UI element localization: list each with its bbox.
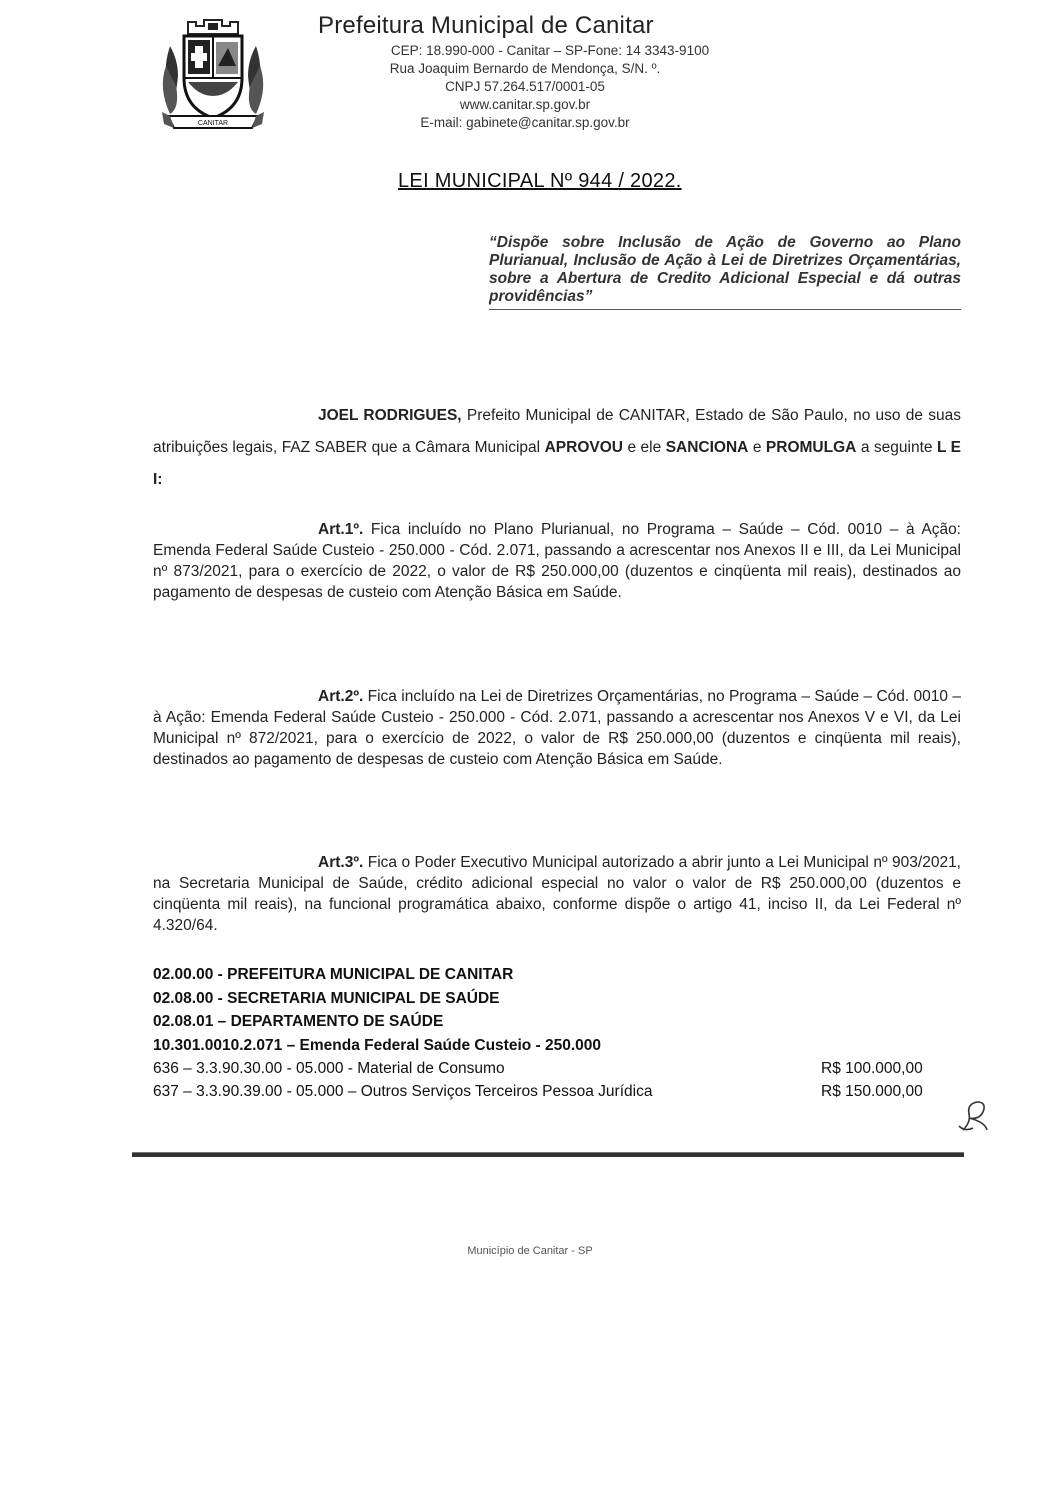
preamble-text: e ele [622,439,666,456]
coat-of-arms-icon [158,16,268,136]
article-text: Fica o Poder Executivo Municipal autorizado a abrir junto a Lei Municipal nº 903/2021, na Secretaria Municipal de Saúde, crédito adicional especial no valor o valor de R$ 250.000,00 (duzentos e cinqüenta mil reais), na funcional programática abaixo, conforme dispõe o artigo 41, inciso II, da Lei Federal nº 4.320/64. [153,854,961,934]
preamble-text: e [748,439,766,456]
page-footer: Município de Canitar - SP [467,1245,593,1257]
article-1 [153,519,961,603]
budget-allocation [153,966,961,1106]
header-address-phone: CEP: 18.990-000 - Canitar – SP-Fone: 14 3343-9100 [390,43,710,58]
article-label: Art.1º. [318,521,364,538]
budget-item [153,1083,961,1106]
promulgates-word: PROMULGA [765,439,857,456]
budget-item-amount: R$ 150.000,00 [821,1083,923,1100]
article-label: Art.3º. [318,854,364,871]
header-street: Rua Joaquim Bernardo de Mendonça, S/N. º. [389,61,661,76]
mayor-name: JOEL RODRIGUES, [318,407,462,424]
preamble-paragraph [153,400,961,496]
law-title: LEI MUNICIPAL Nº 944 / 2022. [398,170,682,192]
header-cnpj: CNPJ 57.264.517/0001-05 [445,79,605,94]
header-email: E-mail: gabinete@canitar.sp.gov.br [420,115,630,130]
article-label: Art.2º. [318,688,364,705]
approved-word: APROVOU [544,439,623,456]
org-name: Prefeitura Municipal de Canitar [318,12,654,39]
signature-initials-icon [955,1096,997,1136]
lei-word: L E I: [153,439,961,488]
budget-item-amount: R$ 100.000,00 [821,1060,923,1077]
sanctions-word: SANCIONA [665,439,749,456]
header-website: www.canitar.sp.gov.br [459,97,591,112]
article-2 [153,686,961,770]
article-3 [153,852,961,936]
preamble-text: a seguinte [856,439,937,456]
budget-item-desc: 636 – 3.3.90.30.00 - 05.000 - Material de Consumo [153,1060,505,1077]
budget-action: 10.301.0010.2.071 – Emenda Federal Saúde Custeio - 250.000 [153,1036,602,1054]
budget-unit-secretaria: 02.08.00 - SECRETARIA MUNICIPAL DE SAÚDE [153,989,500,1007]
budget-unit-departamento: 02.08.01 – DEPARTAMENTO DE SAÚDE [153,1013,444,1030]
budget-item-desc: 637 – 3.3.90.39.00 - 05.000 – Outros Serviços Terceiros Pessoa Jurídica [153,1083,653,1100]
footer-divider [132,1152,964,1157]
budget-item [153,1060,961,1083]
crest-banner-text: CANITAR [197,120,229,127]
law-ementa: “Dispõe sobre Inclusão de Ação de Governo ao Plano Plurianual, Inclusão de Ação à Lei de Diretrizes Orçamentárias, sobre a Abertura de Credito Adicional Especial e dá outras providências” [489,234,961,310]
article-text: Fica incluído na Lei de Diretrizes Orçamentárias, no Programa – Saúde – Cód. 0010 – à Ação: Emenda Federal Saúde Custeio - 250.000 - Cód. 2.071, passando a acrescentar nos Anexos V e VI, da Lei Municipal nº 872/2021, para o exercício de 2022, o valor de R$ 250.000,00 (duzentos e cinqüenta mil reais), destinados ao pagamento de despesas de custeio com Atenção Básica em Saúde. [153,688,961,768]
article-text: Fica incluído no Plano Plurianual, no Programa – Saúde – Cód. 0010 – à Ação: Emenda Federal Saúde Custeio - 250.000 - Cód. 2.071, passando a acrescentar nos Anexos II e III, da Lei Municipal nº 873/2021, para o exercício de 2022, o valor de R$ 250.000,00 (duzentos e cinqüenta mil reais), destinados ao pagamento de despesas de custeio com Atenção Básica em Saúde. [153,521,961,601]
budget-unit-prefeitura: 02.00.00 - PREFEITURA MUNICIPAL DE CANITAR [153,966,514,983]
preamble-text: Prefeito Municipal de CANITAR, Estado de São Paulo, no uso de suas atribuições legais, FAZ SABER que a Câmara Municipal [153,407,961,456]
